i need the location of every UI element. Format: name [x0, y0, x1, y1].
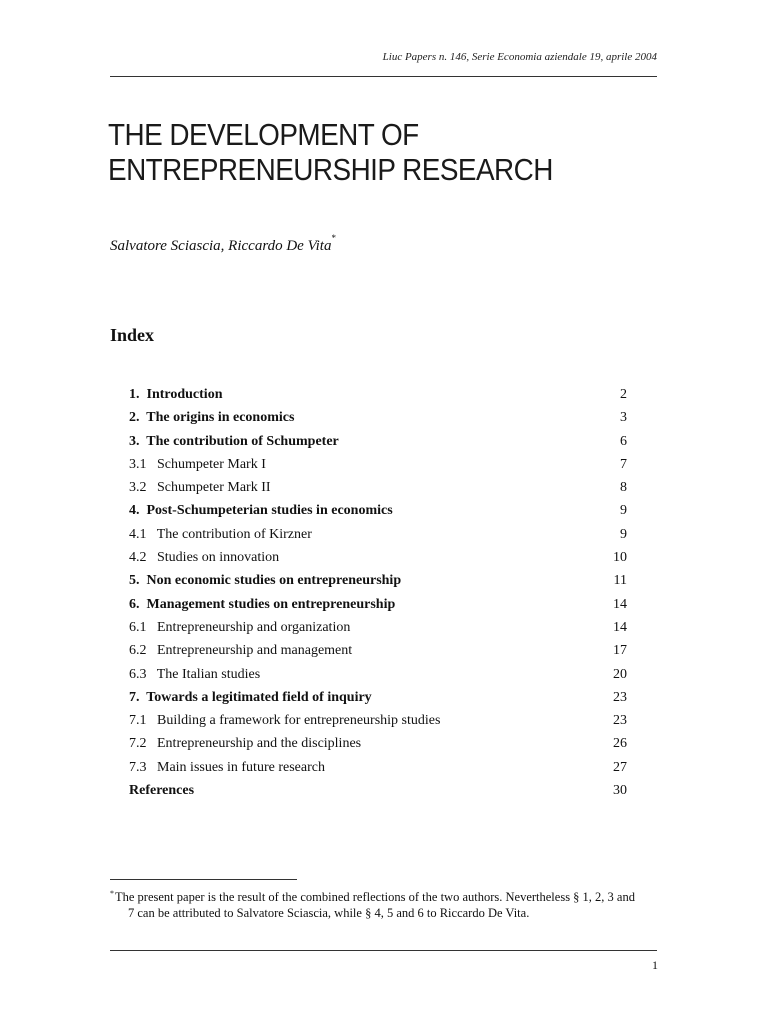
- toc-entry: [129, 639, 627, 662]
- toc-entry: [129, 663, 627, 686]
- footnote-mark: *: [110, 889, 114, 898]
- title-line-1: THE DEVELOPMENT OF: [108, 117, 419, 152]
- toc-entry: [129, 499, 627, 522]
- author-names: Salvatore Sciascia, Riccardo De Vita: [110, 238, 332, 254]
- toc-entry: [129, 686, 627, 709]
- paper-title: [108, 117, 612, 187]
- toc-entry-page: 9: [620, 503, 627, 519]
- toc-entry-page: 6: [620, 433, 627, 449]
- toc-entry: [129, 523, 627, 546]
- toc-entry-label: 7.1 Building a framework for entrepreneurship studies: [129, 713, 441, 729]
- toc-entry-page: 14: [613, 619, 627, 635]
- toc-entry: [129, 593, 627, 616]
- toc-entry-page: 3: [620, 410, 627, 426]
- toc-entry-page: 30: [613, 783, 627, 799]
- toc-entry-page: 27: [613, 759, 627, 775]
- table-of-contents: [129, 383, 627, 802]
- toc-entry-label: 6.3 The Italian studies: [129, 666, 261, 682]
- toc-entry: [129, 406, 627, 429]
- toc-entry-page: 23: [613, 713, 627, 729]
- header-rule: [110, 76, 657, 77]
- toc-entry: [129, 476, 627, 499]
- title-line-2: ENTREPRENEURSHIP RESEARCH: [108, 152, 553, 187]
- running-header: Liuc Papers n. 146, Serie Economia aziendale 19, aprile 2004: [382, 51, 657, 63]
- toc-entry-label: 7.2 Entrepreneurship and the disciplines: [129, 736, 362, 752]
- toc-entry: [129, 546, 627, 569]
- toc-entry-page: 17: [613, 643, 627, 659]
- toc-entry-page: 14: [613, 596, 627, 612]
- toc-entry-label: 6.2 Entrepreneurship and management: [129, 643, 353, 659]
- footnote-rule: [110, 879, 297, 880]
- toc-entry-label: 4.2 Studies on innovation: [129, 550, 280, 566]
- toc-entry: [129, 756, 627, 779]
- toc-entry-label: 6. Management studies on entrepreneurship: [129, 596, 396, 612]
- footnote: [110, 889, 662, 921]
- index-heading: Index: [110, 325, 155, 345]
- toc-entry-label: 4.1 The contribution of Kirzner: [129, 526, 312, 542]
- toc-entry-page: 26: [613, 736, 627, 752]
- page-number: 1: [652, 958, 658, 972]
- toc-entry-label: 1. Introduction: [129, 387, 223, 402]
- toc-entry-label: 3.1 Schumpeter Mark I: [129, 456, 266, 472]
- toc-entry-page: 2: [620, 387, 627, 402]
- toc-entry-label: References: [129, 783, 195, 799]
- toc-entry: [129, 732, 627, 755]
- footer-rule: [110, 950, 657, 951]
- toc-entry-page: 23: [613, 689, 627, 705]
- toc-entry-page: 11: [613, 573, 627, 589]
- toc-entry-label: 5. Non economic studies on entrepreneurship: [129, 573, 402, 589]
- toc-entry: [129, 709, 627, 732]
- toc-entry: [129, 430, 627, 453]
- authors: [110, 233, 336, 255]
- toc-entry-label: 7. Towards a legitimated field of inquiry: [129, 689, 372, 705]
- toc-entry-label: 2. The origins in economics: [129, 410, 295, 426]
- toc-entry-label: 3.2 Schumpeter Mark II: [129, 480, 271, 496]
- footnote-line-1: The present paper is the result of the combined reflections of the two authors. Nevertheless § 1, 2, 3 and: [115, 890, 635, 904]
- toc-entry: [129, 779, 627, 802]
- toc-entry-page: 10: [613, 550, 627, 566]
- toc-entry-page: 9: [620, 526, 627, 542]
- toc-entry: [129, 453, 627, 476]
- toc-entry-label: 4. Post-Schumpeterian studies in economics: [129, 503, 393, 519]
- toc-entry-label: 3. The contribution of Schumpeter: [129, 433, 339, 449]
- toc-entry-label: 6.1 Entrepreneurship and organization: [129, 619, 351, 635]
- toc-entry-label: 7.3 Main issues in future research: [129, 759, 325, 775]
- toc-entry: [129, 383, 627, 406]
- author-footnote-mark: *: [331, 233, 336, 243]
- toc-entry-page: 8: [620, 480, 627, 496]
- footnote-line-2: 7 can be attributed to Salvatore Sciascia, while § 4, 5 and 6 to Riccardo De Vita.: [128, 906, 530, 920]
- toc-entry: [129, 569, 627, 592]
- toc-entry-page: 20: [613, 666, 627, 682]
- toc-entry: [129, 616, 627, 639]
- toc-entry-page: 7: [620, 456, 627, 472]
